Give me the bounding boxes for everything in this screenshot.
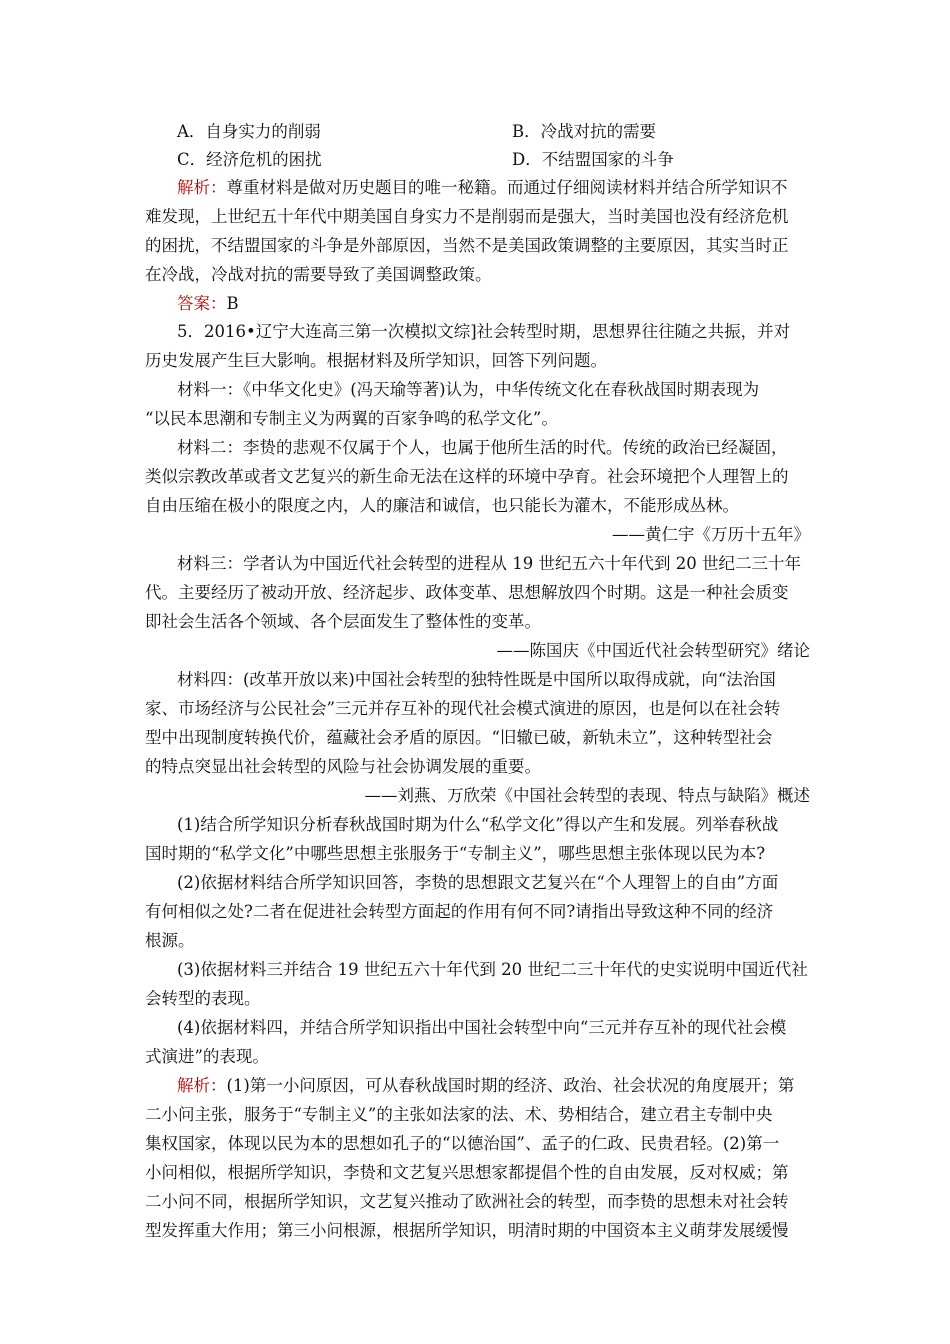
option-a: A．自身实力的削弱 xyxy=(177,122,321,141)
material-4-line: 材料四：(改革开放以来)中国社会转型的独特性既是中国所以取得成就，向“法治国 xyxy=(177,670,776,689)
q4-analysis-line: 难发现，上世纪五十年代中期美国自身实力不是削弱而是强大，当时美国也没有经济危机 xyxy=(145,207,789,226)
question-1-line: (1)结合所学知识分析春秋战国时期为什么“私学文化”得以产生和发展。列举春秋战 xyxy=(177,815,779,834)
material-1-line: “以民本思潮和专制主义为两翼的百家争鸣的私学文化”。 xyxy=(145,409,558,428)
material-2-line: 自由压缩在极小的限度之内，人的廉洁和诚信，也只能长为灌木，不能形成丛林。 xyxy=(145,496,739,515)
question-2-line: (2)依据材料结合所学知识回答，李贽的思想跟文艺复兴在“个人理智上的自由”方面 xyxy=(177,873,779,892)
q5-analysis-line: 解析：(1)第一小问原因，可从春秋战国时期的经济、政治、社会状况的角度展开；第 xyxy=(177,1076,795,1095)
material-2-line: 类似宗教改革或者文艺复兴的新生命无法在这样的环境中孕育。社会环境把个人理智上的 xyxy=(145,467,789,486)
question-1-line: 国时期的“私学文化”中哪些思想主张服务于“专制主义”，哪些思想主张体现以民为本? xyxy=(145,844,766,863)
q5-analysis-line: 二小问主张，服务于“专制主义”的主张如法家的法、术、势相结合，建立君主专制中央 xyxy=(145,1105,773,1124)
question-3-line: (3)依据材料三并结合 19 世纪五六十年代到 20 世纪二三十年代的史实说明中国近代社 xyxy=(177,960,808,979)
material-3-line: 材料三：学者认为中国近代社会转型的进程从 19 世纪五六十年代到 20 世纪二三十年 xyxy=(177,554,801,573)
material-4-line: 型中出现制度转换代价，蕴藏社会矛盾的原因。“旧辙已破，新轨未立”，这种转型社会 xyxy=(145,728,773,747)
material-4-line: 的特点突显出社会转型的风险与社会协调发展的重要。 xyxy=(145,757,541,776)
q5-stem-line: 5．2016•辽宁大连高三第一次模拟文综]社会转型时期，思想界往往随之共振，并对 xyxy=(177,322,791,341)
option-c: C．经济危机的困扰 xyxy=(177,150,322,169)
q4-analysis-line: 解析：尊重材料是做对历史题目的唯一秘籍。而通过仔细阅读材料并结合所学知识不 xyxy=(177,178,788,197)
material-3-line: 代。主要经历了被动开放、经济起步、政体变革、思想解放四个时期。这是一种社会质变 xyxy=(145,583,789,602)
analysis-label: 解析： xyxy=(177,1076,227,1095)
q4-analysis-line: 的困扰，不结盟国家的斗争是外部原因，当然不是美国政策调整的主要原因，其实当时正 xyxy=(145,236,789,255)
answer-label: 答案： xyxy=(177,294,227,313)
answer-value: B xyxy=(226,294,239,313)
question-4-line: 式演进”的表现。 xyxy=(145,1047,269,1066)
material-3-line: 即社会生活各个领域、各个层面发生了整体性的变革。 xyxy=(145,612,541,631)
question-2-line: 有何相似之处?二者在促进社会转型方面起的作用有何不同?请指出导致这种不同的经济 xyxy=(145,902,774,921)
q5-analysis-line: 二小问不同，根据所学知识，文艺复兴推动了欧洲社会的转型，而李贽的思想未对社会转 xyxy=(145,1192,789,1211)
material-3-source: ——陈国庆《中国近代社会转型研究》绪论 xyxy=(496,641,810,660)
q4-answer xyxy=(177,292,810,316)
q5-analysis-line: 型发挥重大作用；第三小问根源，根据所学知识，明清时期的中国资本主义萌芽发展缓慢 xyxy=(145,1221,789,1240)
q5-analysis-line: 小问相似，根据所学知识，李贽和文艺复兴思想家都提倡个性的自由发展，反对权威；第 xyxy=(145,1163,789,1182)
q5-analysis-line: 集权国家，体现以民为本的思想如孔子的“以德治国”、孟子的仁政、民贵君轻。(2)第一 xyxy=(145,1134,780,1153)
analysis-label: 解析： xyxy=(177,178,227,197)
material-2-line: 材料二：李贽的悲观不仅属于个人，也属于他所生活的时代。传统的政治已经凝固， xyxy=(177,438,788,457)
material-4-source: ——刘燕、万欣荣《中国社会转型的表现、特点与缺陷》概述 xyxy=(364,786,810,805)
q4-analysis-line: 在冷战，冷战对抗的需要导致了美国调整政策。 xyxy=(145,265,492,284)
material-2-source: ——黄仁宇《万历十五年》 xyxy=(612,525,810,544)
q5-stem-line: 历史发展产生巨大影响。根据材料及所学知识，回答下列问题。 xyxy=(145,351,607,370)
question-2-line: 根源。 xyxy=(145,931,195,950)
question-4-line: (4)依据材料四，并结合所学知识指出中国社会转型中向“三元并存互补的现代社会模 xyxy=(177,1018,787,1037)
question-3-line: 会转型的表现。 xyxy=(145,989,261,1008)
option-b: B．冷战对抗的需要 xyxy=(512,122,657,141)
option-d: D．不结盟国家的斗争 xyxy=(512,150,674,169)
material-4-line: 家、市场经济与公民社会”三元并存互补的现代社会模式演进的原因，也是何以在社会转 xyxy=(145,699,781,718)
material-1-line: 材料一：《中华文化史》(冯天瑜等著)认为，中华传统文化在春秋战国时期表现为 xyxy=(177,380,760,399)
